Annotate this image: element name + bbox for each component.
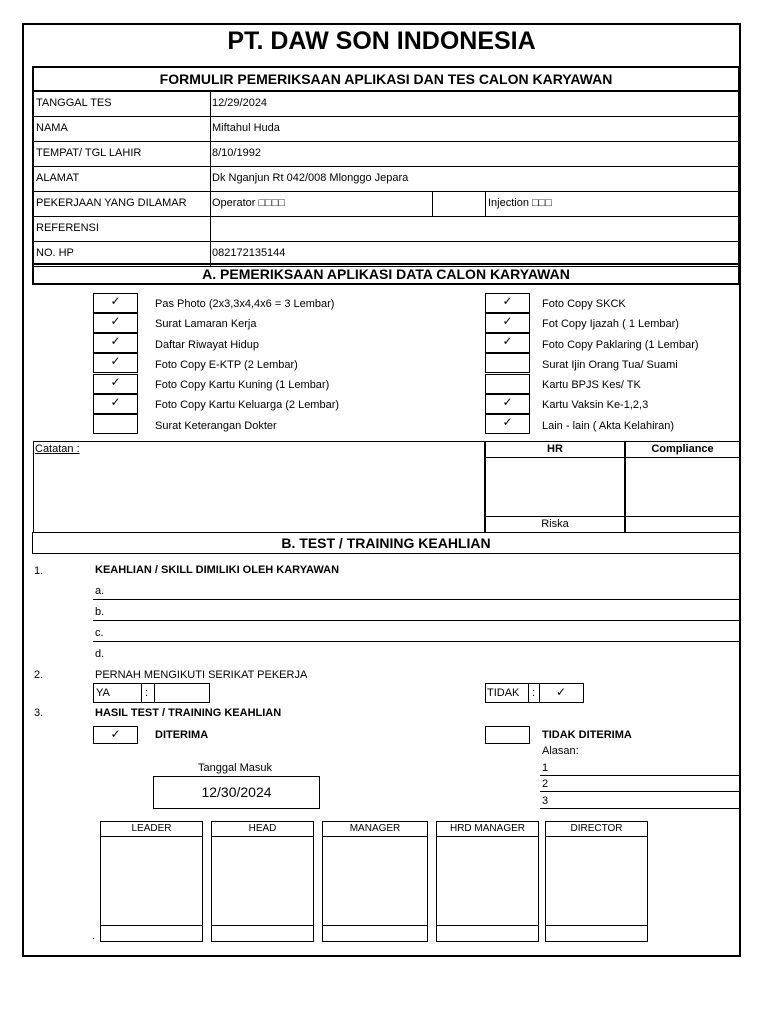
info-label: PEKERJAAN YANG DILAMAR <box>36 197 187 209</box>
checkbox-kartu-vaksin[interactable]: ✓ <box>485 394 530 414</box>
info-label: NAMA <box>36 122 68 134</box>
hr-header: HR <box>486 442 624 458</box>
checklist-label: Foto Copy Kartu Keluarga (2 Lembar) <box>155 399 340 411</box>
company-title: PT. DAW SON INDONESIA <box>227 27 536 55</box>
info-row-referensi <box>34 217 738 242</box>
signature-title: DIRECTOR <box>546 822 647 837</box>
info-row-nama <box>34 117 738 142</box>
stray-dot: . <box>92 930 96 942</box>
checkbox-ijazah[interactable]: ✓ <box>485 313 530 333</box>
q2-tidak-colon: : <box>532 687 536 699</box>
info-label: NO. HP <box>36 247 74 259</box>
compliance-header: Compliance <box>626 442 739 458</box>
checklist-label: Pas Photo (2x3,3x4,4x6 = 3 Lembar) <box>155 298 335 310</box>
q2-ya-colon: : <box>145 687 149 699</box>
q2-number: 2. <box>34 669 44 681</box>
info-label: TEMPAT/ TGL LAHIR <box>36 147 142 159</box>
checkbox-kartu-kuning[interactable]: ✓ <box>93 374 138 394</box>
q2-ya-field[interactable] <box>93 683 210 703</box>
checklist-label: Lain - lain ( Akta Kelahiran) <box>542 420 675 432</box>
checkbox-diterima[interactable]: ✓ <box>93 726 138 744</box>
reason-1: 1 <box>542 762 549 774</box>
q2-tidak-label: TIDAK <box>487 687 520 699</box>
checklist-label: Foto Copy SKCK <box>542 298 626 310</box>
section-a-title: A. PEMERIKSAAN APLIKASI DATA CALON KARYAWAN <box>32 263 740 285</box>
info-value[interactable]: 8/10/1992 <box>212 147 261 159</box>
checklist-label: Kartu BPJS Kes/ TK <box>542 379 641 391</box>
signature-box-leader[interactable] <box>100 821 203 942</box>
tidak-diterima-label: TIDAK DITERIMA <box>542 729 632 741</box>
form-title: FORMULIR PEMERIKSAAN APLIKASI DAN TES CALON KARYAWAN <box>32 66 740 92</box>
checkbox-surat-dokter[interactable] <box>93 414 138 434</box>
checkbox-kartu-keluarga[interactable]: ✓ <box>93 394 138 414</box>
q2-tidak-check: ✓ <box>556 685 567 699</box>
checklist-label: Surat Keterangan Dokter <box>155 420 277 432</box>
checklist-label: Kartu Vaksin Ke-1,2,3 <box>542 399 649 411</box>
q1-item-d: d. <box>95 648 105 660</box>
compliance-box <box>625 441 740 533</box>
checklist-label: Foto Copy Kartu Kuning (1 Lembar) <box>155 379 330 391</box>
catatan-box[interactable] <box>33 441 485 533</box>
signature-title: HEAD <box>212 822 313 837</box>
section-b-title: B. TEST / TRAINING KEAHLIAN <box>32 532 740 554</box>
checkbox-tidak-diterima[interactable] <box>485 726 530 744</box>
checklist-label: Daftar Riwayat Hidup <box>155 339 259 351</box>
checkbox-bpjs[interactable] <box>485 374 530 394</box>
signature-box-head[interactable] <box>211 821 314 942</box>
tanggal-masuk-field[interactable]: 12/30/2024 <box>153 776 320 809</box>
signature-title: LEADER <box>101 822 202 837</box>
reason-2: 2 <box>542 778 549 790</box>
q1-item-c: c. <box>95 627 104 639</box>
checkbox-paklaring[interactable]: ✓ <box>485 333 530 353</box>
info-value[interactable]: Dk Nganjun Rt 042/008 Mlonggo Jepara <box>212 172 409 184</box>
reason-3: 3 <box>542 795 549 807</box>
info-row-tanggal-tes <box>34 92 738 117</box>
q2-ya-label: YA <box>96 687 110 699</box>
checkbox-pas-photo[interactable]: ✓ <box>93 293 138 313</box>
checklist-label: Foto Copy E-KTP (2 Lembar) <box>155 359 298 371</box>
hr-name: Riska <box>486 516 624 532</box>
checklist-label: Surat Ijin Orang Tua/ Suami <box>542 359 678 371</box>
info-label: TANGGAL TES <box>36 97 112 109</box>
catatan-label: Catatan : <box>35 443 80 455</box>
info-label: ALAMAT <box>36 172 80 184</box>
checklist-label: Surat Lamaran Kerja <box>155 318 257 330</box>
q1-title: KEAHLIAN / SKILL DIMILIKI OLEH KARYAWAN <box>95 564 340 576</box>
checklist-label: Foto Copy Paklaring (1 Lembar) <box>542 339 699 351</box>
q1-number: 1. <box>34 565 44 577</box>
info-row-tempat-lahir <box>34 142 738 167</box>
checkbox-lain-lain[interactable]: ✓ <box>485 414 530 434</box>
q1-item-a: a. <box>95 585 105 597</box>
info-value-2[interactable]: Injection □□□ <box>488 197 552 209</box>
info-value[interactable]: Operator □□□□ <box>212 197 286 209</box>
checkbox-ektp[interactable]: ✓ <box>93 353 138 373</box>
checkbox-ijin-orang-tua[interactable] <box>485 353 530 373</box>
info-label: REFERENSI <box>36 222 99 234</box>
signature-box-director[interactable] <box>545 821 648 942</box>
diterima-label: DITERIMA <box>155 729 209 741</box>
info-row-alamat <box>34 167 738 192</box>
q1-item-b: b. <box>95 606 105 618</box>
signature-box-hrd-manager[interactable] <box>436 821 539 942</box>
q2-tidak-field[interactable] <box>485 683 584 703</box>
checkbox-riwayat-hidup[interactable]: ✓ <box>93 333 138 353</box>
q2-title: PERNAH MENGIKUTI SERIKAT PEKERJA <box>95 669 308 681</box>
tanggal-masuk-label: Tanggal Masuk <box>198 762 272 774</box>
alasan-label: Alasan: <box>542 745 579 757</box>
signature-box-manager[interactable] <box>322 821 428 942</box>
q3-title: HASIL TEST / TRAINING KEAHLIAN <box>95 707 282 719</box>
info-value[interactable]: Miftahul Huda <box>212 122 280 134</box>
hr-box <box>485 441 625 533</box>
signature-title: MANAGER <box>323 822 427 837</box>
checkbox-skck[interactable]: ✓ <box>485 293 530 313</box>
info-value[interactable]: 12/29/2024 <box>212 97 268 109</box>
info-value[interactable]: 082172135144 <box>212 247 286 259</box>
signature-title: HRD MANAGER <box>437 822 538 837</box>
info-row-pekerjaan <box>34 192 738 217</box>
q3-number: 3. <box>34 707 44 719</box>
checklist-label: Fot Copy Ijazah ( 1 Lembar) <box>542 318 679 330</box>
checkbox-surat-lamaran[interactable]: ✓ <box>93 313 138 333</box>
applicant-info-table <box>32 92 740 267</box>
